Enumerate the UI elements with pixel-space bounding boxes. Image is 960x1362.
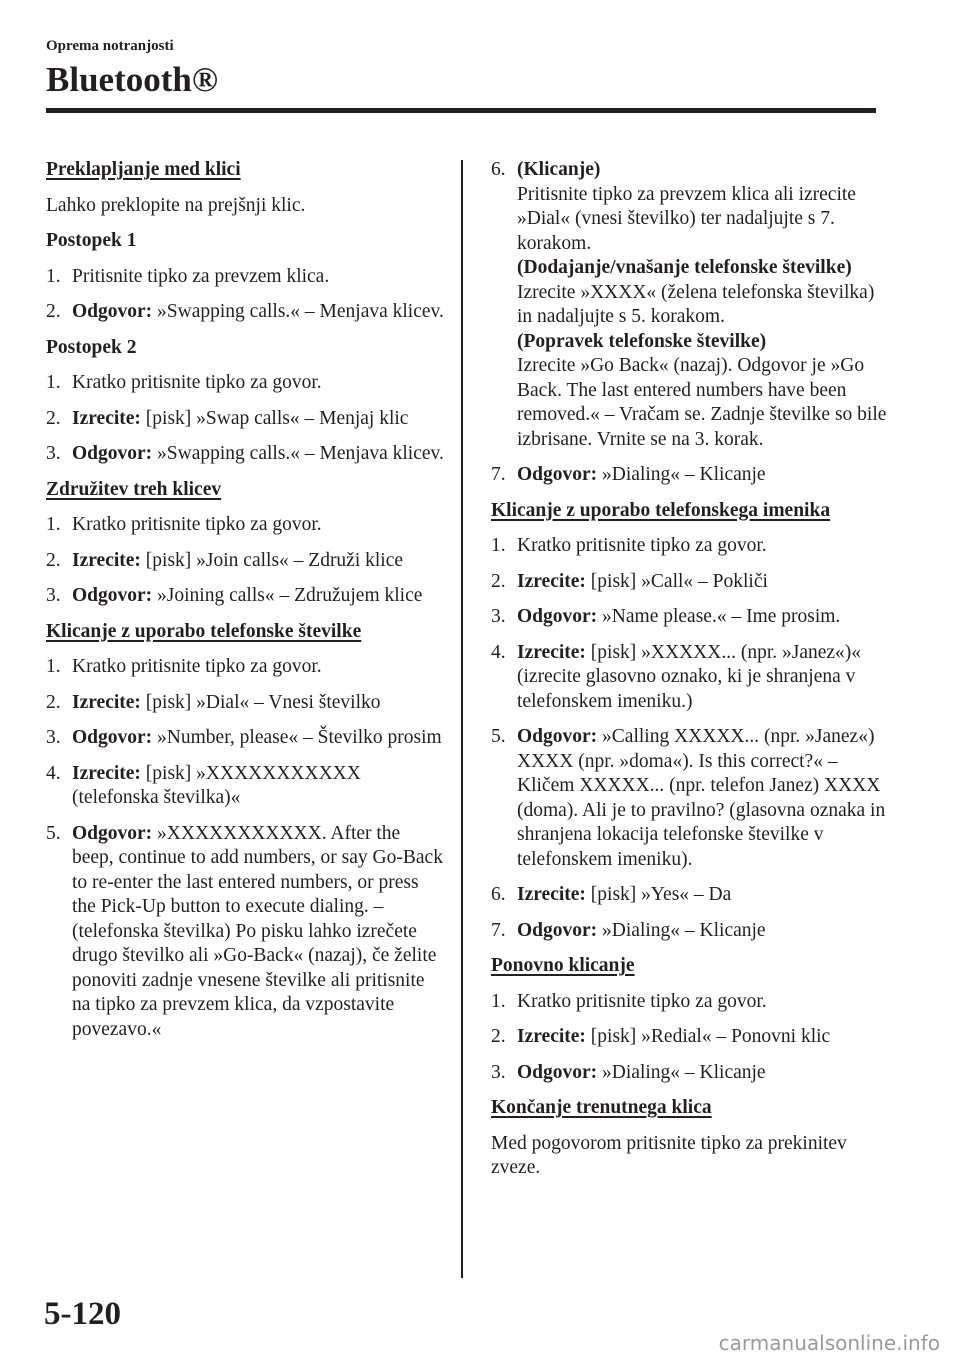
step-number: 7. bbox=[491, 919, 506, 941]
list-item bbox=[491, 919, 891, 944]
step-number: 2. bbox=[46, 301, 61, 322]
step-number: 5. bbox=[46, 822, 61, 844]
list-item bbox=[46, 442, 446, 467]
step-text: [pisk] »Dial« – Vnesi številko bbox=[140, 691, 381, 713]
step-text: [pisk] »Swap calls« – Menjaj klic bbox=[140, 407, 409, 429]
list-item bbox=[491, 990, 891, 1015]
step-number: 1. bbox=[46, 656, 61, 677]
list-item bbox=[491, 1061, 891, 1086]
watermark: carmanualsonline.info bbox=[718, 1331, 940, 1355]
step-number: 3. bbox=[491, 1061, 506, 1083]
step-number: 3. bbox=[491, 606, 506, 627]
step-number: 6. bbox=[491, 159, 506, 180]
step-text: Izrecite »Go Back« (nazaj). Odgovor je »Go Back. The last entered numbers have been removed.« – Vračam se. Zadnje številke so bile izbrisane. Vrnite se na 3. korak. bbox=[517, 355, 887, 450]
list-item bbox=[46, 762, 446, 811]
step-number: 3. bbox=[46, 443, 61, 464]
step-text: Kratko pritisnite tipko za govor. bbox=[517, 990, 767, 1012]
step-keyword: Odgovor: bbox=[72, 727, 153, 748]
step-text: [pisk] »XXXXXXXXXXX (telefonska številka)« bbox=[72, 762, 361, 808]
step-keyword: Izrecite: bbox=[517, 570, 586, 592]
column-divider bbox=[461, 160, 463, 1278]
step-number: 5. bbox=[491, 726, 506, 747]
paragraph-end-call: Med pogovorom pritisnite tipko za prekinitev zveze. bbox=[491, 1132, 847, 1178]
step-number: 7. bbox=[491, 464, 506, 485]
step-number: 4. bbox=[491, 641, 506, 663]
step-number: 2. bbox=[491, 570, 506, 592]
step-text: Kratko pritisnite tipko za govor. bbox=[72, 372, 322, 393]
list-item bbox=[46, 584, 446, 609]
list-item bbox=[46, 371, 446, 396]
step-keyword: Odgovor: bbox=[517, 726, 598, 747]
step-text: [pisk] »Call« – Pokliči bbox=[585, 570, 768, 592]
list-item bbox=[491, 725, 891, 872]
step-text: Kratko pritisnite tipko za govor. bbox=[517, 535, 767, 556]
list-item bbox=[46, 822, 446, 1043]
step-number: 6. bbox=[491, 884, 506, 905]
step-number: 1. bbox=[46, 372, 61, 393]
step-text: »Dialing« – Klicanje bbox=[597, 1061, 766, 1083]
step-text: »XXXXXXXXXXX. After the beep, continue to add numbers, or say Go-Back to re-enter the last entered numbers, or press the Pick-Up button to execute dialing. – (telefonska številka) Po pisku lahko izrečete drugo številko ali »Go-Back« (nazaj), če želite ponoviti zadnje vnesene številke ali pritisnite na tipko za prevzem klica, da vzpostavite povezavo.« bbox=[72, 822, 443, 1040]
step-text: »Name please.« – Ime prosim. bbox=[597, 606, 841, 627]
heading-dial-number: Klicanje z uporabo telefonske številke bbox=[46, 620, 362, 642]
step-text: [pisk] »XXXXX... (npr. »Janez«)« (izrecite glasovno oznako, ki je shranjena v telefonskem imeniku.) bbox=[517, 641, 862, 712]
paragraph-swap-intro: Lahko preklopite na prejšnji klic. bbox=[46, 194, 306, 216]
left-column bbox=[46, 158, 446, 1053]
step-number: 1. bbox=[491, 990, 506, 1012]
step-number: 2. bbox=[46, 691, 61, 713]
list-item bbox=[46, 513, 446, 538]
procedure-2-label: Postopek 2 bbox=[46, 336, 137, 358]
step-text: Pritisnite tipko za prevzem klica ali izrecite »Dial« (vnesi številko) ter nadaljujte s 7. korakom. bbox=[517, 183, 856, 254]
list-item bbox=[46, 549, 446, 574]
step-keyword: Izrecite: bbox=[72, 691, 141, 713]
heading-phonebook-dial: Klicanje z uporabo telefonskega imenika bbox=[491, 499, 831, 521]
step-text: »Dialing« – Klicanje bbox=[597, 919, 766, 941]
list-item bbox=[46, 265, 446, 290]
step-text: »Joining calls« – Združujem klice bbox=[152, 585, 423, 606]
step-text: Izrecite »XXXX« (želena telefonska številka) in nadaljujte s 5. korakom. bbox=[517, 281, 875, 327]
step-keyword: Izrecite: bbox=[72, 762, 141, 784]
step-option-label: (Klicanje) bbox=[517, 159, 601, 180]
list-item bbox=[46, 407, 446, 432]
step-keyword: Odgovor: bbox=[517, 919, 598, 941]
step-keyword: Izrecite: bbox=[517, 884, 586, 905]
step-keyword: Odgovor: bbox=[72, 585, 153, 606]
step-keyword: Izrecite: bbox=[517, 1026, 586, 1047]
list-item bbox=[491, 641, 891, 715]
procedure-1-label: Postopek 1 bbox=[46, 230, 137, 251]
step-text: Kratko pritisnite tipko za govor. bbox=[72, 656, 322, 677]
step-text: [pisk] »Join calls« – Združi klice bbox=[140, 549, 404, 571]
step-option-label: (Dodajanje/vnašanje telefonske številke) bbox=[517, 257, 852, 278]
page-title: Bluetooth® bbox=[46, 60, 218, 99]
step-number: 1. bbox=[46, 514, 61, 535]
list-item bbox=[491, 570, 891, 595]
step-text: »Dialing« – Klicanje bbox=[597, 464, 766, 485]
step-text: »Calling XXXXX... (npr. »Janez«) XXXX (npr. »doma«). Is this correct?« – Kličem XXXXX... (npr. telefon Janez) XXXX (doma). Ali je to pravilno? (glasovna oznaka in shranjena lokacija telefonske številke v telefonskem imeniku). bbox=[517, 726, 886, 870]
list-item bbox=[491, 463, 891, 488]
step-keyword: Izrecite: bbox=[72, 549, 141, 571]
step-text: »Swapping calls.« – Menjava klicev. bbox=[152, 443, 444, 464]
step-number: 2. bbox=[46, 407, 61, 429]
step-number: 3. bbox=[46, 585, 61, 606]
step-number: 3. bbox=[46, 727, 61, 748]
list-item bbox=[46, 655, 446, 680]
step-keyword: Odgovor: bbox=[72, 822, 153, 844]
step-keyword: Odgovor: bbox=[72, 301, 153, 322]
step-number: 2. bbox=[46, 549, 61, 571]
right-column bbox=[491, 158, 891, 1192]
step-keyword: Odgovor: bbox=[517, 464, 598, 485]
list-item bbox=[491, 158, 891, 452]
header-rule bbox=[46, 108, 876, 113]
step-keyword: Odgovor: bbox=[72, 443, 153, 464]
step-keyword: Odgovor: bbox=[517, 606, 598, 627]
step-text: [pisk] »Yes« – Da bbox=[585, 884, 732, 905]
list-item bbox=[46, 300, 446, 325]
list-item bbox=[46, 726, 446, 751]
list-item bbox=[491, 1025, 891, 1050]
heading-end-call: Končanje trenutnega klica bbox=[491, 1097, 712, 1118]
step-text: »Number, please« – Številko prosim bbox=[152, 727, 442, 748]
heading-redial: Ponovno klicanje bbox=[491, 955, 635, 976]
step-text: [pisk] »Redial« – Ponovni klic bbox=[585, 1026, 831, 1047]
step-number: 1. bbox=[46, 265, 61, 287]
step-keyword: Izrecite: bbox=[72, 407, 141, 429]
step-number: 4. bbox=[46, 762, 61, 784]
page-number: 5-120 bbox=[44, 1296, 121, 1332]
heading-swap-calls: Preklapljanje med klici bbox=[46, 159, 241, 180]
section-label: Oprema notranjosti bbox=[46, 38, 174, 54]
list-item bbox=[491, 534, 891, 559]
step-keyword: Odgovor: bbox=[517, 1061, 598, 1083]
step-number: 2. bbox=[491, 1026, 506, 1047]
step-text: Kratko pritisnite tipko za govor. bbox=[72, 514, 322, 535]
step-text: »Swapping calls.« – Menjava klicev. bbox=[152, 301, 444, 322]
step-text: Pritisnite tipko za prevzem klica. bbox=[72, 265, 330, 287]
step-option-label: (Popravek telefonske številke) bbox=[517, 330, 767, 352]
step-keyword: Izrecite: bbox=[517, 641, 586, 663]
step-number: 1. bbox=[491, 535, 506, 556]
list-item bbox=[491, 883, 891, 908]
list-item bbox=[46, 691, 446, 716]
heading-join-calls: Združitev treh klicev bbox=[46, 478, 222, 500]
list-item bbox=[491, 605, 891, 630]
